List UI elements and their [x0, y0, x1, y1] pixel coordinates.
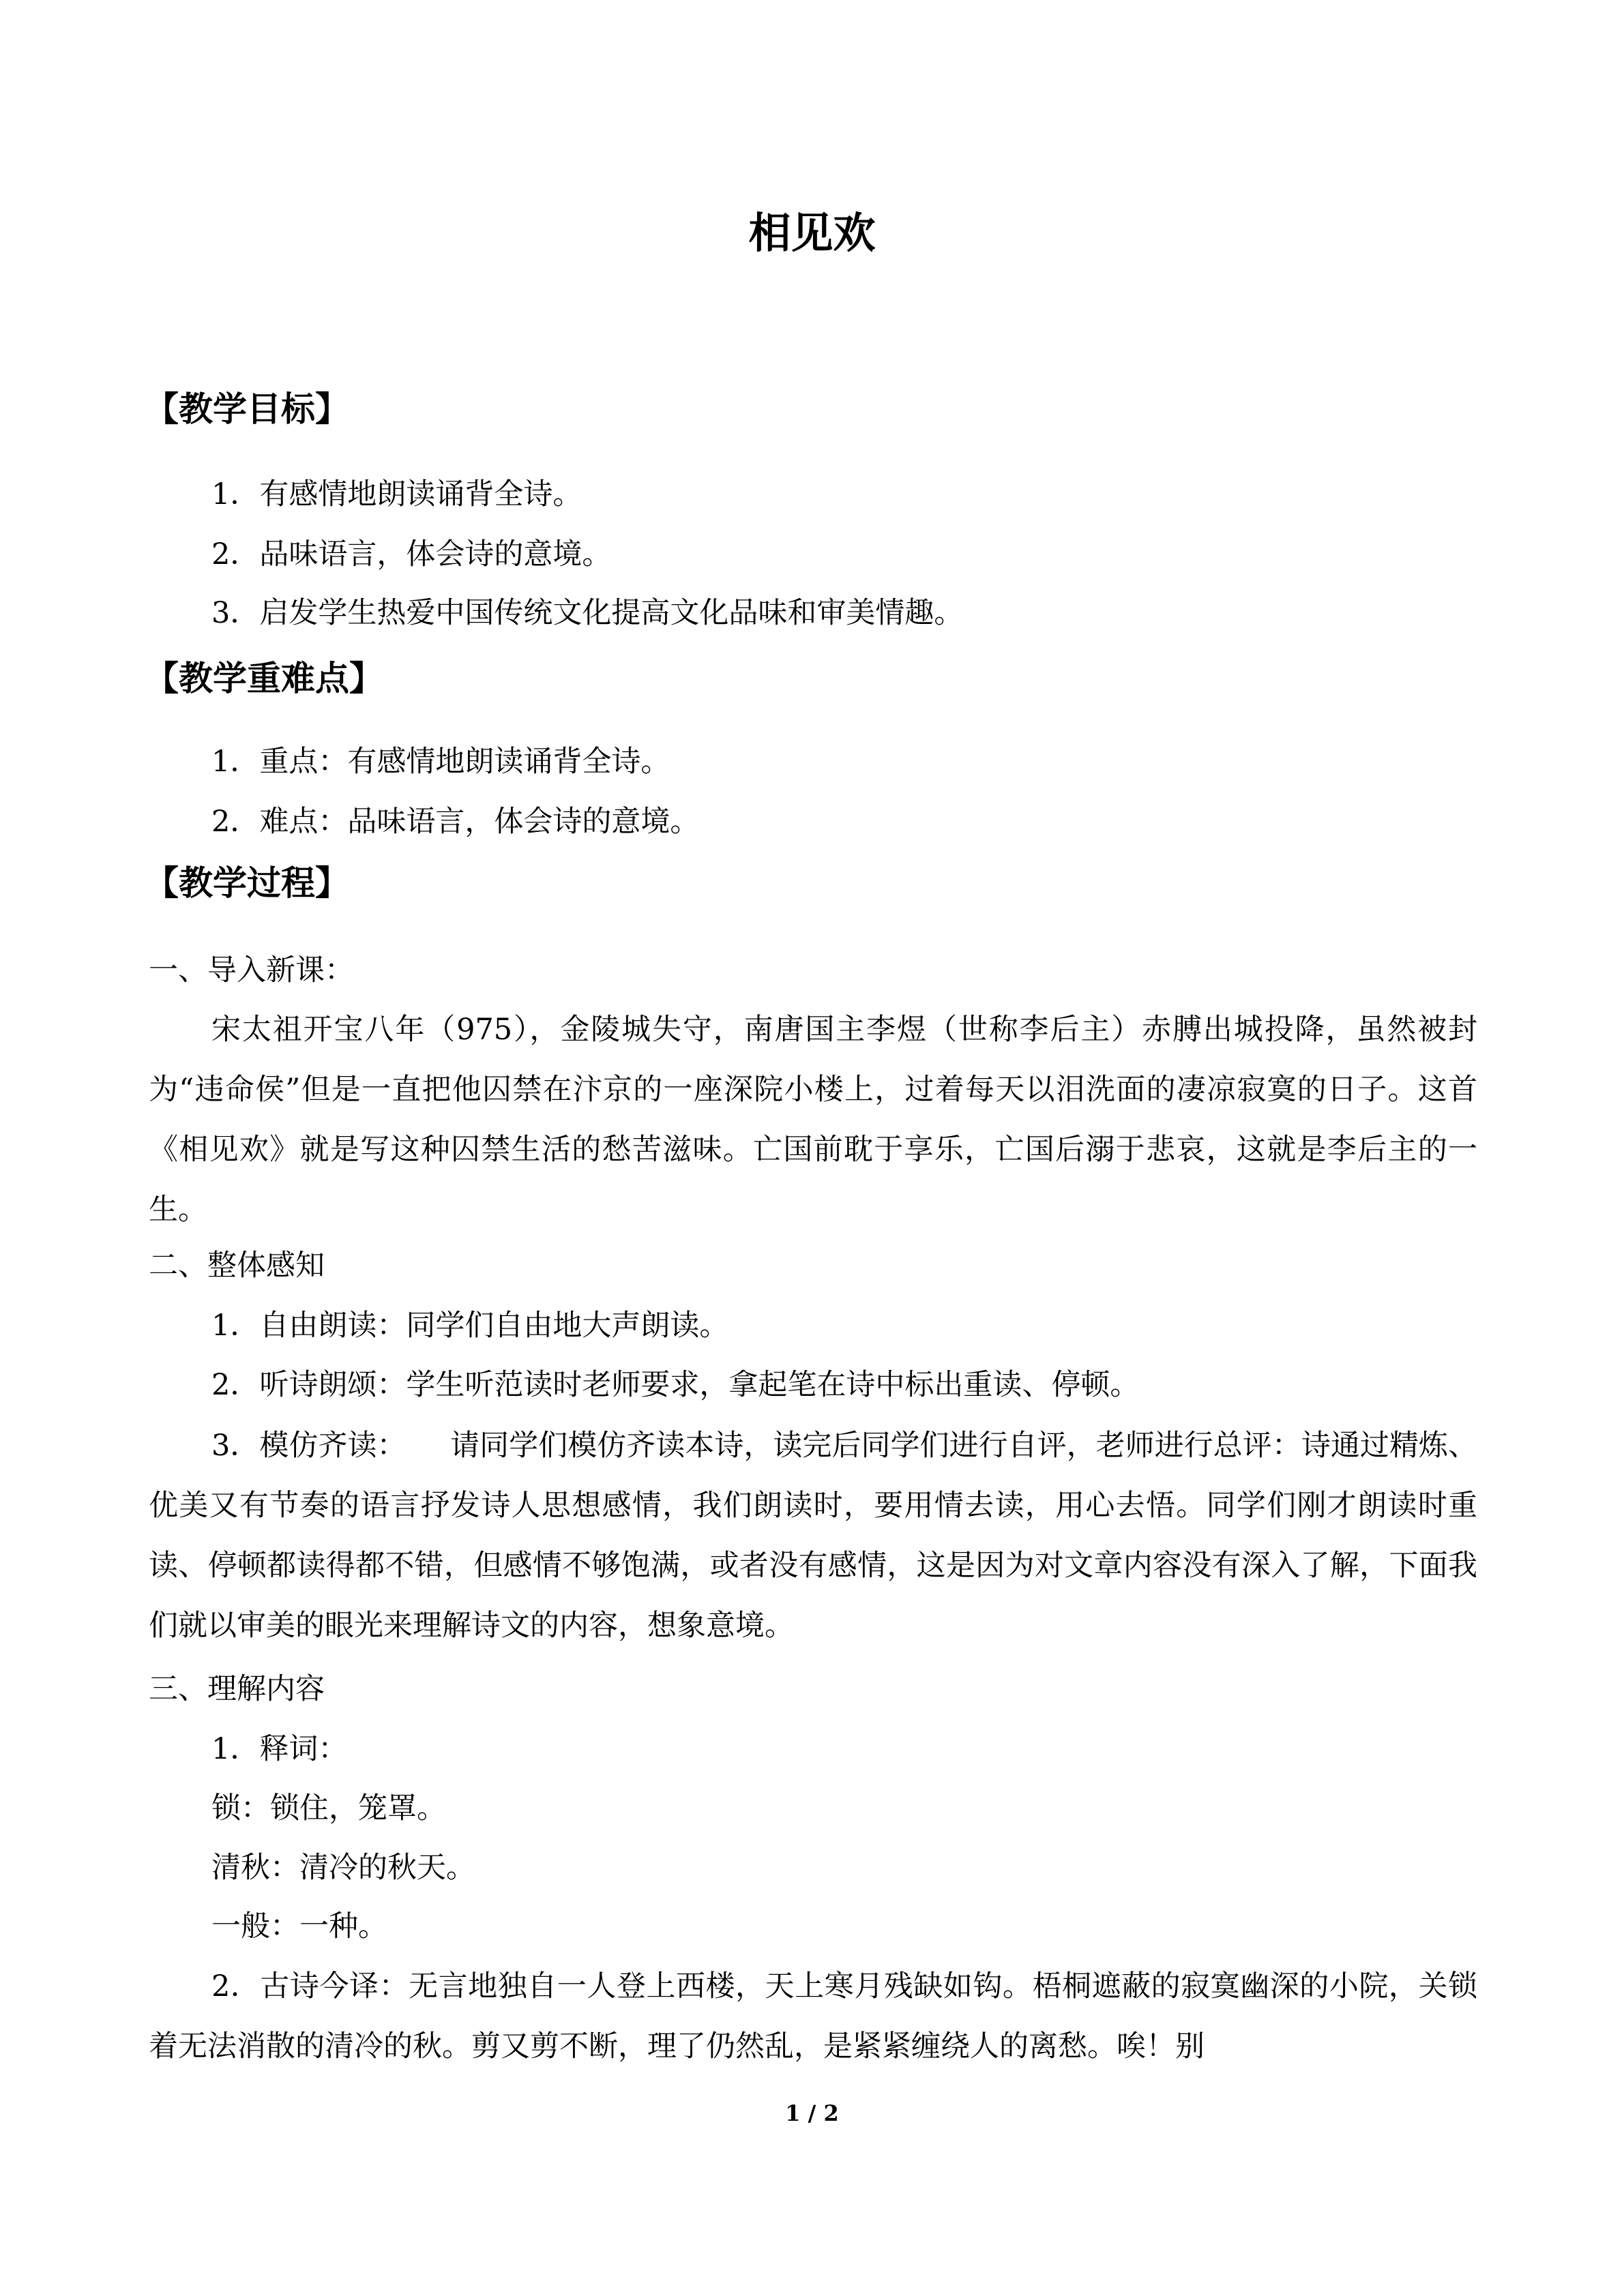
word-item-3: 一般：一种。 — [211, 1909, 387, 1943]
difficulty-item-1: 1．重点：有感情地朗读诵背全诗。 — [211, 745, 670, 779]
overall-item-2: 2．听诗朗颂：学生听范读时老师要求，拿起笔在诗中标出重读、停顿。 — [211, 1368, 1140, 1402]
section-heading-goals: 【教学目标】 — [145, 389, 349, 429]
page-title: 相见欢 — [748, 208, 876, 258]
goal-item-2: 2．品味语言，体会诗的意境。 — [211, 537, 612, 571]
imitate-paragraph: 3．模仿齐读： 请同学们模仿齐读本诗，读完后同学们进行自评，老师进行总评：诗通过精炼、优美又有节奏的语言抒发诗人思想感情，我们朗读时，要用情去读，用心去悟。同学们刚才朗读时重读、停顿都读得都不错，但感情不够饱满，或者没有感情，这是因为对文章内容没有深入了解，下面我们就以审美的眼光来理解诗文的内容，想象意境。 — [149, 1429, 1477, 1643]
words-heading: 1．释词： — [211, 1732, 348, 1766]
translation-paragraph: 2．古诗今译：无言地独自一人登上西楼，天上寒月残缺如钩。梧桐遮蔽的寂寞幽深的小院，关锁着无法消散的清冷的秋。剪又剪不断，理了仍然乱，是紧紧缠绕人的离愁。唉！别 — [149, 1969, 1477, 2063]
overall-item-1: 1．自由朗读：同学们自由地大声朗读。 — [211, 1309, 729, 1343]
subheading-overall: 二、整体感知 — [149, 1249, 325, 1283]
goal-item-3: 3．启发学生热爱中国传统文化提高文化品味和审美情趣。 — [211, 596, 964, 630]
word-item-1: 锁：锁住，笼罩。 — [211, 1791, 446, 1825]
difficulty-item-2: 2．难点：品味语言，体会诗的意境。 — [211, 805, 700, 839]
section-heading-process: 【教学过程】 — [145, 863, 349, 903]
word-item-2: 清秋：清冷的秋天。 — [211, 1851, 475, 1885]
intro-paragraph: 宋太祖开宝八年（975），金陵城失守，南唐国主李煜（世称李后主）赤膊出城投降，虽然被封为“违命侯”但是一直把他囚禁在汴京的一座深院小楼上，过着每天以泪洗面的凄凉寂寞的日子。这首《相见欢》就是写这种囚禁生活的愁苦滋味。亡国前耽于享乐，亡国后溺于悲哀，这就是李后主的一生。 — [149, 1013, 1477, 1227]
page-number: 1 / 2 — [785, 2100, 839, 2126]
subheading-understand: 三、理解内容 — [149, 1672, 325, 1706]
goal-item-1: 1．有感情地朗读诵背全诗。 — [211, 477, 582, 511]
section-heading-difficulties: 【教学重难点】 — [145, 659, 383, 698]
subheading-intro: 一、导入新课： — [149, 953, 354, 987]
